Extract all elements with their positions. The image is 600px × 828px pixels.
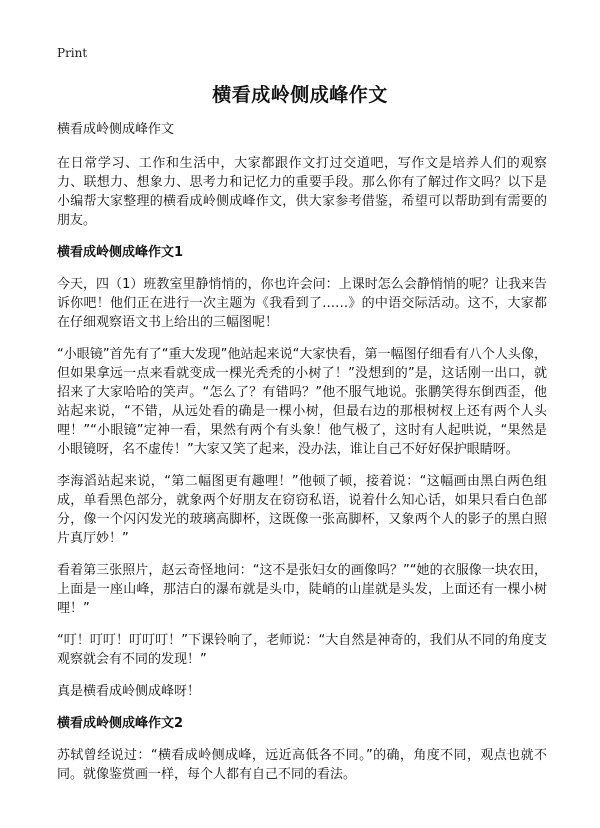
section-1-paragraph: 今天，四（1）班教室里静悄悄的，你也许会问：上课时怎么会静悄悄的呢？让我来告诉你吧！他们正在进行一次主题为《我看到了……》的中语交际活动。这不，大家都在仔细观察语文书上给出的三幅图呢！ (57, 277, 547, 330)
article-subtitle: 横看成岭侧成峰作文 (57, 122, 175, 137)
section-1-paragraph: 真是横看成岭侧成峰呀！ (57, 684, 201, 699)
section-1-paragraph: 看着第三张照片，赵云奇怪地问：“这不是张妇女的画像吗？”“她的衣服像一块农田，上面是一座山峰，那洁白的瀑布就是头巾，陡峭的山崖就是头发，上面还有一棵小树哩！” (57, 563, 547, 616)
page-title: 横看成岭侧成峰作文 (212, 84, 388, 106)
section-heading-1: 横看成岭侧成峰作文1 (57, 245, 184, 260)
print-link[interactable]: Print (57, 46, 88, 60)
section-2-paragraph: 苏轼曾经说过：“横看成岭侧成峰，远近高低各不同。”的确，角度不同，观点也就不同。就像鉴赏画一样，每个人都有自己不同的看法。 (57, 748, 547, 782)
section-1-paragraph: 李海滔站起来说，“第二幅图更有趣哩！”他顿了顿，接着说：“这幅画由黑白两色组成，单看黑色部分，就象两个好朋友在窃窃私语，说着什么知心话，如果只看白色部分，像一个闪闪发光的玻璃高脚杯，这既像一张高脚杯，又象两个人的影子的黑白照片真厅妙！” (57, 474, 547, 546)
intro-paragraph: 在日常学习、工作和生活中，大家都跟作文打过交道吧，写作文是培养人们的观察力、联想力、想象力、思考力和记忆力的重要手段。那么你有了解过作文吗？以下是小编帮大家整理的横看成岭侧成峰作文，供大家参考借鉴，希望可以帮助到有需要的朋友。 (57, 156, 547, 228)
article-body (57, 120, 547, 797)
section-heading-2: 横看成岭侧成峰作文2 (57, 716, 184, 731)
section-1-paragraph: “小眼镜”首先有了“重大发现”他站起来说“大家快看，第一幅图仔细看有八个人头像，但如果拿远一点来看就变成一棵光秃秃的小树了！”没想到的”是，这话刚一出口，就招来了大家哈哈的笑声。“怎么了？有错吗？”他不服气地说。张鹏笑得东倒西歪，他站起来说，“不错，从远处看的确是一棵小树，但最右边的那根树杈上还有两个人头哩！”“小眼镜”定神一看，果然有两个有头象！他气极了，这时有人起哄说，“果然是小眼镜呀，名不虚传！”大家又笑了起来，没办法，谁让自己不好好保护眼睛呀。 (57, 347, 547, 457)
section-1-paragraph: “叮！叮叮！叮叮叮！”下课铃响了，老师说：“大自然是神奇的，我们从不同的角度支观察就会有不同的发现！” (57, 633, 547, 667)
